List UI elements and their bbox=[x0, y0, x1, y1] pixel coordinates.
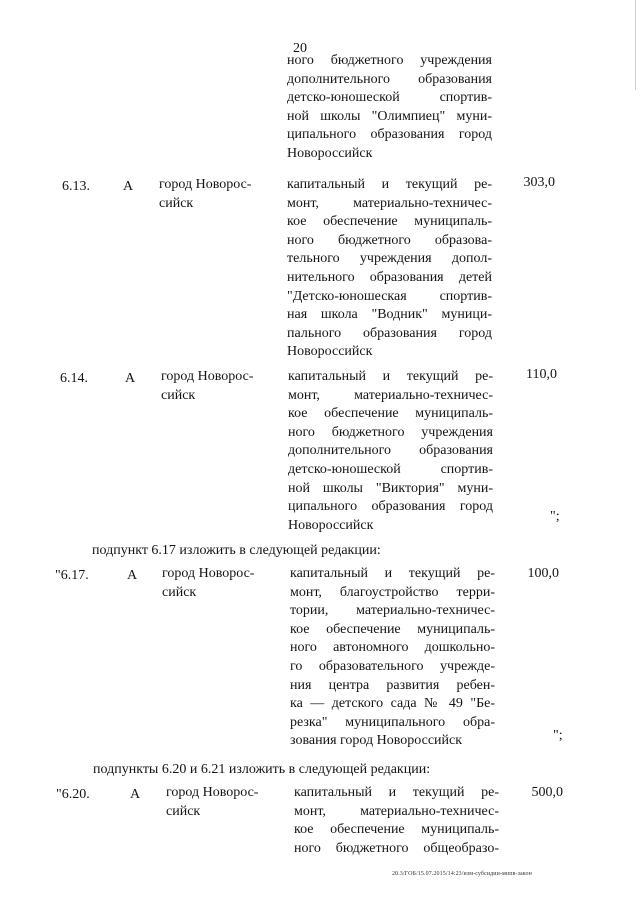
desc-line: монт, материально-техничес- bbox=[287, 195, 492, 211]
row-amount: 500,0 bbox=[531, 785, 563, 800]
desc-line: резка" муниципального обра- bbox=[290, 714, 495, 730]
scan-edge-line bbox=[635, 0, 636, 90]
desc-line: монт, материально-техничес- bbox=[294, 803, 499, 819]
desc-line: капитальный и текущий ре- bbox=[287, 177, 492, 192]
desc-line: "Детско-юношеская спортив- bbox=[287, 288, 492, 304]
location-line: город Новорос- bbox=[166, 785, 259, 800]
desc-line: детско-юношеской спортив- bbox=[287, 90, 492, 106]
row-amount: 110,0 bbox=[526, 367, 557, 382]
desc-line: пального образования город bbox=[287, 325, 492, 341]
row-category: А bbox=[123, 179, 134, 194]
location-line: город Новорос- bbox=[161, 369, 254, 384]
instruction-text: подпункт 6.17 изложить в следующей редакции: bbox=[92, 543, 381, 558]
row-amount: 303,0 bbox=[523, 175, 555, 190]
desc-line: ной школы "Виктория" муни- bbox=[288, 480, 493, 496]
row-amount: 100,0 bbox=[527, 566, 559, 581]
row-number: 6.14. bbox=[60, 371, 88, 386]
continued-description bbox=[287, 52, 492, 164]
instruction-text: подпункты 6.20 и 6.21 изложить в следующей редакции: bbox=[93, 762, 431, 777]
row-location bbox=[166, 784, 276, 821]
closing-quote: "; bbox=[550, 509, 560, 524]
row-description bbox=[287, 176, 492, 362]
desc-line: Новороссийск bbox=[288, 517, 374, 533]
row-category: А bbox=[130, 787, 141, 802]
desc-line: кое обеспечение муниципаль- bbox=[290, 621, 495, 637]
location-line: сийск bbox=[166, 803, 201, 819]
row-category: А bbox=[127, 568, 138, 583]
row-location bbox=[159, 176, 269, 213]
desc-line: ния центра развития ребен- bbox=[290, 677, 495, 693]
desc-line: кое обеспечение муниципаль- bbox=[288, 406, 493, 422]
desc-line: тельного учреждения допол- bbox=[287, 251, 492, 267]
row-number: "6.20. bbox=[56, 787, 90, 802]
location-line: сийск bbox=[159, 195, 194, 211]
desc-line: Новороссийск bbox=[287, 344, 373, 360]
desc-line: нительного образования детей bbox=[287, 269, 492, 285]
desc-line: ка — детского сада № 49 "Бе- bbox=[290, 696, 495, 712]
document-footer: 20.3/ГОБ/15.07.2015/14:23/изм-субсидии-мнпв-закон bbox=[392, 871, 532, 877]
row-location bbox=[161, 368, 271, 405]
desc-line: тории, материально-техничес- bbox=[290, 603, 495, 619]
desc-line: зования город Новороссийск bbox=[290, 733, 463, 749]
location-line: сийск bbox=[162, 584, 197, 600]
desc-line: ного бюджетного учреждения bbox=[287, 53, 492, 68]
desc-line: капитальный и текущий ре- bbox=[288, 369, 493, 384]
location-line: город Новорос- bbox=[159, 177, 252, 192]
desc-line: ципального образования город bbox=[287, 127, 492, 143]
location-line: город Новорос- bbox=[162, 566, 255, 581]
desc-line: дополнительного образования bbox=[288, 443, 493, 459]
desc-line: ного автономного дошкольно- bbox=[290, 640, 495, 656]
desc-line: дополнительного образования bbox=[287, 71, 492, 87]
row-description bbox=[290, 565, 495, 751]
desc-line: ной школы "Олимпиец" муни- bbox=[287, 108, 492, 124]
desc-line: Новороссийск bbox=[287, 145, 373, 161]
desc-line: ного бюджетного образова- bbox=[287, 232, 492, 248]
page-number: 20 bbox=[293, 41, 307, 56]
row-description bbox=[294, 784, 499, 858]
row-number: 6.13. bbox=[62, 179, 90, 194]
desc-line: монт, материально-техничес- bbox=[288, 387, 493, 403]
desc-line: монт, благоустройство терри- bbox=[290, 584, 495, 600]
desc-line: капитальный и текущий ре- bbox=[290, 566, 495, 581]
desc-line: кое обеспечение муниципаль- bbox=[287, 214, 492, 230]
desc-line: ципального образования город bbox=[288, 499, 493, 515]
row-location bbox=[162, 565, 272, 602]
row-category: А bbox=[125, 371, 136, 386]
row-number: "6.17. bbox=[55, 568, 89, 583]
desc-line: капитальный и текущий ре- bbox=[294, 785, 499, 800]
location-line: сийск bbox=[161, 387, 196, 403]
desc-line: кое обеспечение муниципаль- bbox=[294, 822, 499, 838]
desc-line: го образовательного учрежде- bbox=[290, 658, 495, 674]
row-description bbox=[288, 368, 493, 535]
desc-line: ного бюджетного учреждения bbox=[288, 424, 493, 440]
desc-line: ная школа "Водник" муници- bbox=[287, 307, 492, 323]
closing-quote: "; bbox=[553, 728, 563, 743]
desc-line: ного бюджетного общеобразо- bbox=[294, 840, 499, 856]
desc-line: детско-юношеской спортив- bbox=[288, 461, 493, 477]
